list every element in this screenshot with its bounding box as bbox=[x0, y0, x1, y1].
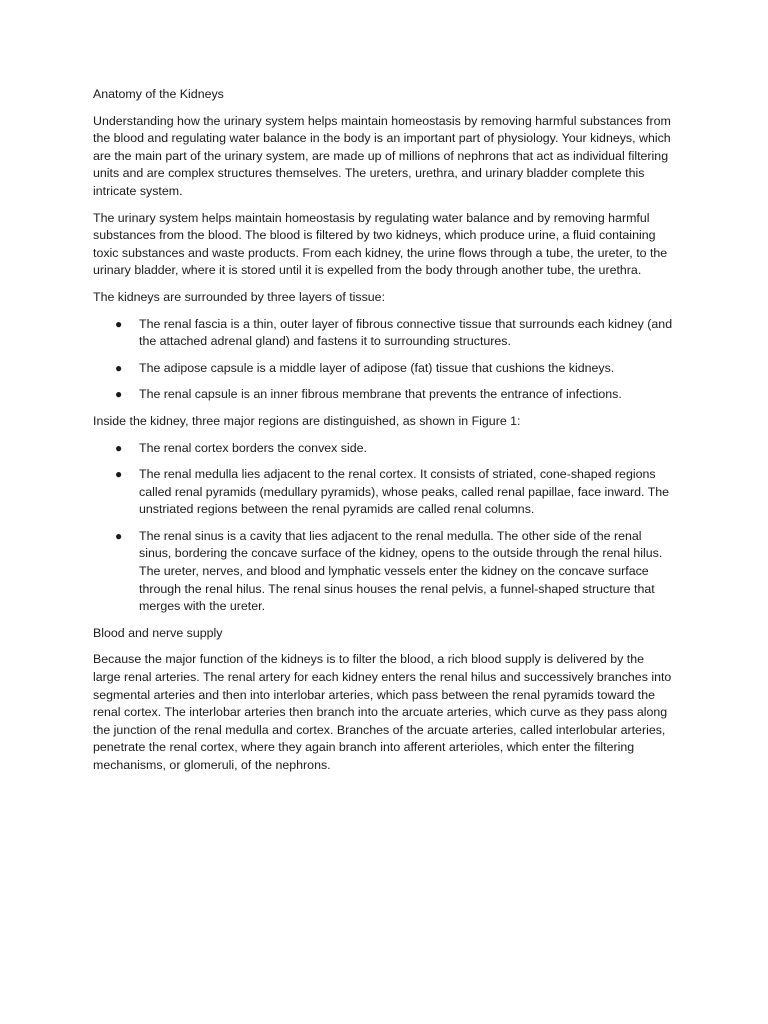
bullet-icon: ● bbox=[115, 360, 123, 375]
tissue-layers-list bbox=[93, 316, 673, 404]
list-item-text: The renal cortex borders the convex side. bbox=[139, 440, 367, 455]
bullet-icon: ● bbox=[115, 528, 123, 543]
list-item-text: The adipose capsule is a middle layer of adipose (fat) tissue that cushions the kidneys. bbox=[139, 360, 615, 375]
bullet-icon: ● bbox=[115, 440, 123, 455]
kidney-regions-list bbox=[93, 440, 673, 616]
bullet-icon: ● bbox=[115, 387, 123, 402]
list-item-text: The renal capsule is an inner fibrous membrane that prevents the entrance of infections. bbox=[139, 387, 622, 402]
layers-intro: The kidneys are surrounded by three layers of tissue: bbox=[93, 289, 386, 304]
list-item-text: The renal medulla lies adjacent to the renal cortex. It consists of striated, cone-shaped regions called renal pyramids (medullary pyramids), whose peaks, called renal papillae, face inward. The unstriated regions between the renal pyramids are called renal columns. bbox=[139, 467, 670, 517]
intro-paragraph: Understanding how the urinary system helps maintain homeostasis by removing harmful substances from the blood and regulating water balance in the body is an important part of physiology. Your kidneys, which are the main part of the urinary system, are made up of millions of nephrons that act as individual filtering units and are complex structures themselves. The ureters, urethra, and urinary bladder complete this intricate system. bbox=[93, 113, 671, 198]
blood-supply-paragraph: Because the major function of the kidneys is to filter the blood, a rich blood supply is delivered by the large renal arteries. The renal artery for each kidney enters the renal hilus and successively branches into segmental arteries and then into interlobar arteries, which pass between the renal pyramids toward the renal cortex. The interlobar arteries then branch into the arcuate arteries, which curve as they pass along the junction of the renal medulla and cortex. Branches of the arcuate arteries, called interlobular arteries, penetrate the renal cortex, where they again branch into afferent arterioles, which enter the filtering mechanisms, or glomeruli, of the nephrons. bbox=[93, 652, 672, 772]
urinary-system-paragraph: The urinary system helps maintain homeostasis by regulating water balance and by removing harmful substances from the blood. The blood is filtered by two kidneys, which produce urine, a fluid containing toxic substances and waste products. From each kidney, the urine flows through a tube, the ureter, to the urinary bladder, where it is stored until it is expelled from the body through another tube, the urethra. bbox=[93, 210, 668, 278]
list-item-renal-sinus bbox=[93, 528, 673, 616]
document-title: Anatomy of the Kidneys bbox=[93, 87, 224, 101]
list-item-renal-capsule bbox=[93, 386, 673, 404]
list-item-renal-medulla bbox=[93, 466, 673, 519]
section-heading-blood-supply: Blood and nerve supply bbox=[93, 625, 223, 640]
list-item-text: The renal fascia is a thin, outer layer of fibrous connective tissue that surrounds each kidney (and the attached adrenal gland) and fastens it to surrounding structures. bbox=[139, 316, 673, 349]
list-item-adipose-capsule bbox=[93, 360, 673, 378]
bullet-icon: ● bbox=[115, 316, 123, 331]
regions-intro: Inside the kidney, three major regions are distinguished, as shown in Figure 1: bbox=[93, 413, 521, 428]
list-item-renal-fascia bbox=[93, 316, 673, 351]
bullet-icon: ● bbox=[115, 467, 123, 482]
document-page bbox=[93, 86, 673, 784]
list-item-text: The renal sinus is a cavity that lies adjacent to the renal medulla. The other side of the renal sinus, bordering the concave surface of the kidney, opens to the outside through the renal hilus. The ureter, nerves, and blood and lymphatic vessels enter the kidney on the concave surface through the renal hilus. The renal sinus houses the renal pelvis, a funnel-shaped structure that merges with the ureter. bbox=[139, 528, 663, 614]
list-item-renal-cortex bbox=[93, 440, 673, 458]
